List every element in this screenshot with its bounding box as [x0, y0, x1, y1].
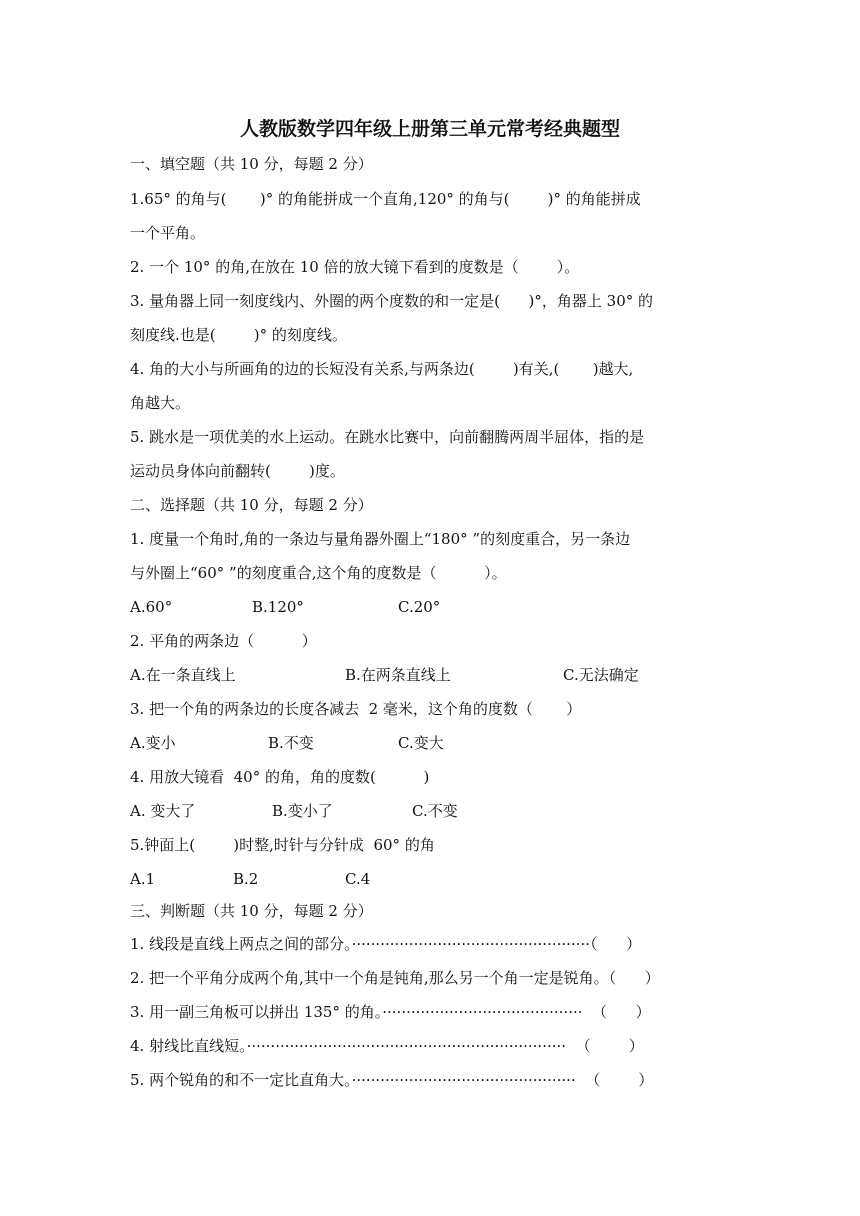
option-a: A.变小	[130, 734, 176, 752]
option-b: B.在两条直线上	[345, 666, 451, 684]
option-a: A.在一条直线上	[130, 666, 236, 684]
question-text: 与外圈上“60° ”的刻度重合,这个角的度数是（ ）。	[130, 564, 507, 582]
true-false-item: 1. 线段是直线上两点之间的部分。··················································（ ）	[130, 935, 642, 953]
option-c: C.变大	[398, 734, 444, 752]
question-text: 2. 平角的两条边（ ）	[130, 632, 317, 650]
question-text: 一个平角。	[130, 224, 206, 242]
question-text: 4. 用放大镜看 40° 的角，角的度数( )	[130, 768, 430, 786]
true-false-item: 3. 用一副三角板可以拼出 135° 的角。·········································· （ ）	[130, 1003, 651, 1021]
question-text: 运动员身体向前翻转( )度。	[130, 462, 345, 480]
option-c: C.20°	[398, 598, 441, 616]
true-false-item: 5. 两个锐角的和不一定比直角大。··············································· （ ）	[130, 1071, 654, 1089]
question-text: 3. 量角器上同一刻度线内、外圈的两个度数的和一定是( )°，角器上 30° 的	[130, 292, 654, 310]
true-false-item: 2. 把一个平角分成两个角,其中一个角是钝角,那么另一个角一定是锐角。（ ）	[130, 969, 660, 987]
option-a: A.1	[130, 870, 156, 888]
question-text: 3. 把一个角的两条边的长度各减去 2 毫米，这个角的度数（ ）	[130, 700, 582, 718]
question-text: 5. 跳水是一项优美的水上运动。在跳水比赛中，向前翻腾两周半屈体，指的是	[130, 428, 645, 446]
question-text: 4. 角的大小与所画角的边的长短没有关系,与两条边( )有关,( )越大,	[130, 360, 634, 378]
option-a: A. 变大了	[130, 802, 196, 820]
section-heading-true-false: 三、判断题（共 10 分，每题 2 分）	[130, 902, 373, 920]
option-c: C.不变	[412, 802, 458, 820]
question-text: 角越大。	[130, 394, 191, 412]
section-heading-fill-blank: 一、填空题（共 10 分，每题 2 分）	[130, 155, 373, 173]
question-text: 1. 度量一个角时,角的一条边与量角器外圈上“180° ”的刻度重合，另一条边	[130, 530, 631, 548]
question-text: 1.65° 的角与( )° 的角能拼成一个直角,120° 的角与( )° 的角能拼成	[130, 190, 641, 208]
option-b: B.不变	[268, 734, 314, 752]
option-b: B.变小了	[272, 802, 333, 820]
page-title: 人教版数学四年级上册第三单元常考经典题型	[239, 118, 620, 140]
question-text: 2. 一个 10° 的角,在放在 10 倍的放大镜下看到的度数是（ ）。	[130, 258, 580, 276]
section-heading-multiple-choice: 二、选择题（共 10 分，每题 2 分）	[130, 496, 373, 514]
option-c: C.无法确定	[563, 666, 639, 684]
question-text: 刻度线.也是( )° 的刻度线。	[130, 326, 347, 344]
true-false-item: 4. 射线比直线短。··································································· （ ）	[130, 1037, 644, 1055]
option-b: B.120°	[252, 598, 304, 616]
question-text: 5.钟面上( )时整,时针与分针成 60° 的角	[130, 836, 435, 854]
option-c: C.4	[345, 870, 371, 888]
option-a: A.60°	[130, 598, 173, 616]
option-b: B.2	[233, 870, 259, 888]
